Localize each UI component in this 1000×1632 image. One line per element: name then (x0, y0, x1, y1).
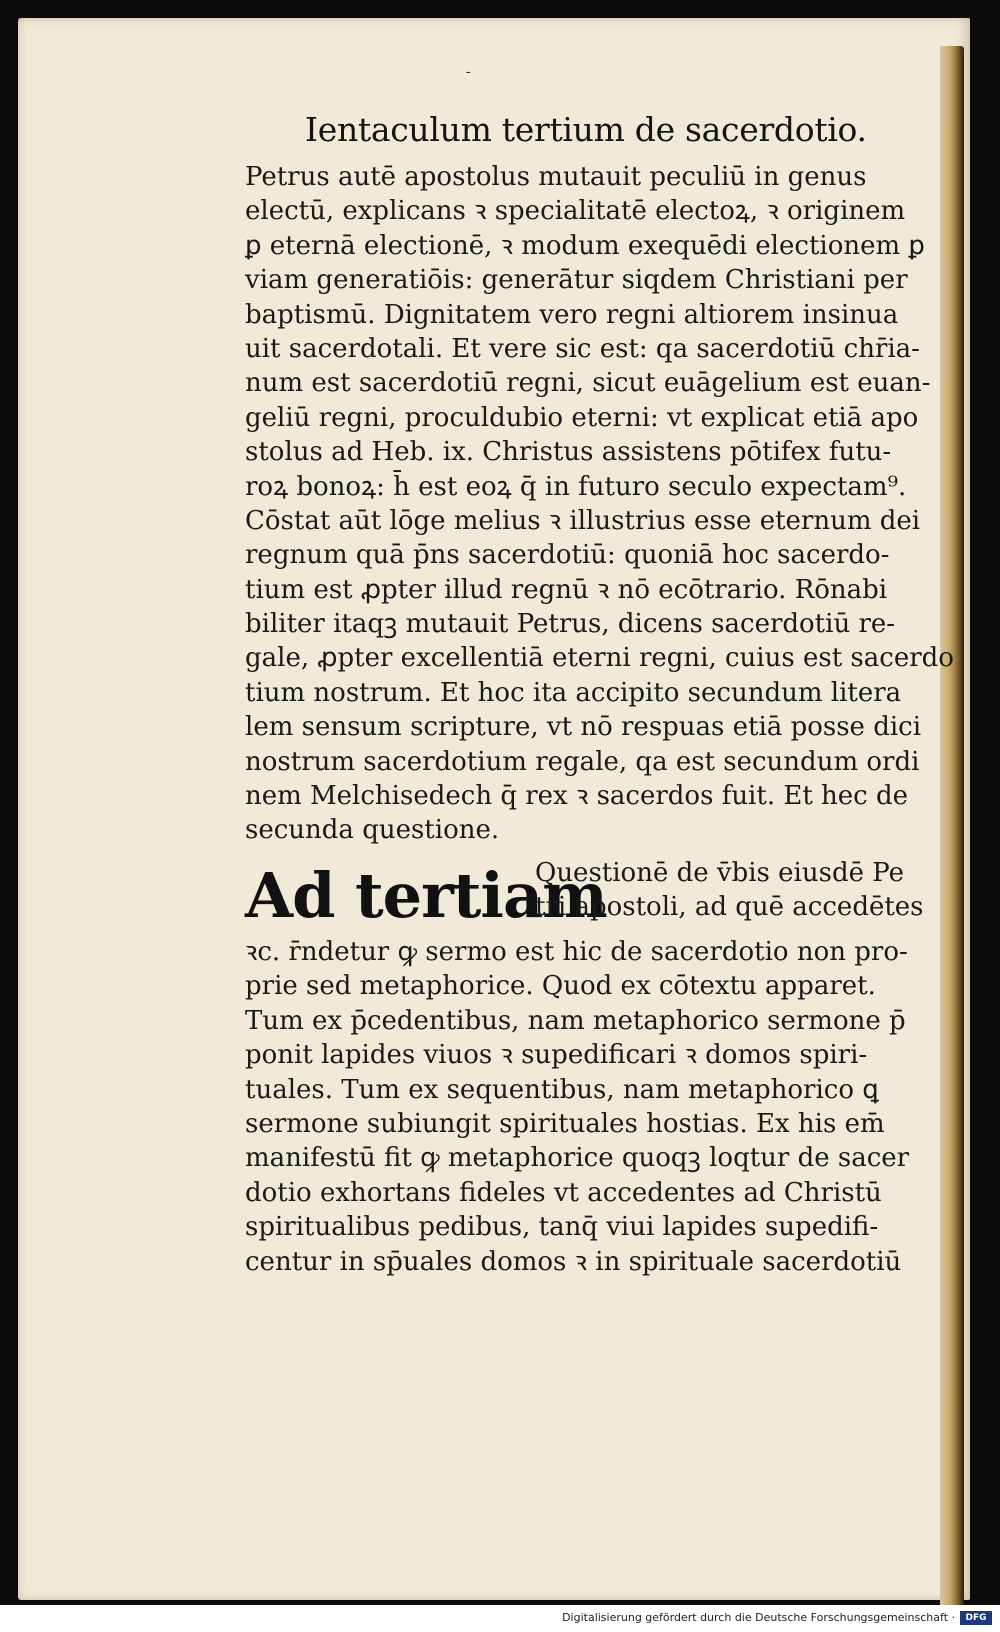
text-line: roꝝ bonoꝝ: h̄ est eoꝝ q̄ in futuro seculo expectam⁹. (245, 471, 907, 502)
text-line: tium nostrum. Et hoc ita accipito secundum litera (245, 677, 902, 708)
text-line: ponit lapides viuos ꝛ supedificari ꝛ domos spiri- (245, 1040, 868, 1071)
text-line: dotio exhortans fideles vt accedentes ad Christū (245, 1177, 882, 1208)
text-line: viam generatiōis: generātur siqdem Christiani per (245, 265, 908, 296)
text-line: ꝑ eternā electionē, ꝛ modum exequēdi electionem ꝑ (245, 230, 925, 261)
decorated-initial-heading: Ad tertiam (245, 859, 607, 932)
text-line: num est sacerdotiū regni, sicut euāgelium est euan- (245, 368, 931, 399)
text-line: tuales. Tum ex sequentibus, nam metaphorico ꝗ (245, 1074, 879, 1105)
text-line: baptismū. Dignitatem vero regni altiorem insinua (245, 299, 899, 330)
text-line: gale, ꝓpter excellentiā eterni regni, cuius est sacerdo (245, 643, 954, 674)
text-line: biliter itaqꝫ mutauit Petrus, dicens sacerdotiū re- (245, 609, 896, 640)
text-line: ꝛc. r̄ndetur ꝙ sermo est hic de sacerdotio non pro- (245, 937, 908, 967)
text-line: stolus ad Heb. ix. Christus assistens pōtifex futu- (245, 437, 892, 468)
text-line: spiritualibus pedibus, tanq̄ viui lapides supedifi- (245, 1212, 879, 1243)
text-line: regnum quā p̄ns sacerdotiū: quoniā hoc sacerdo- (245, 540, 890, 571)
text-line: electū, explicans ꝛ specialitatē electoꝝ, ꝛ originem (245, 196, 906, 227)
text-line: Tum ex p̄cedentibus, nam metaphorico sermone p̄ (245, 1005, 906, 1036)
initial-side-text (535, 856, 960, 925)
text-line: manifestū fit ꝙ metaphorice quoqꝫ loqtur de sacer (245, 1143, 910, 1174)
text-line: prie sed metaphorice. Quod ex cōtextu apparet. (245, 971, 876, 1002)
body-text-block-1 (245, 160, 960, 848)
text-line: nem Melchisedech q̄ rex ꝛ sacerdos fuit. Et hec de (245, 781, 909, 812)
text-line: geliū regni, proculdubio eterni: vt explicat etiā apo (245, 402, 919, 433)
funding-credit: Digitalisierung gefördert durch die Deutsche Forschungsgemeinschaft · (562, 1611, 955, 1624)
body-text-block-2 (245, 935, 960, 1279)
page-heading: Ientaculum tertium de sacerdotio. (305, 110, 867, 149)
text-line: lem sensum scripture, vt nō respuas etiā posse dici (245, 712, 922, 743)
text-line: secunda questione. (245, 815, 500, 846)
text-line: nostrum sacerdotium regale, qa est secundum ordi (245, 746, 920, 777)
text-line: tium est ꝓpter illud regnū ꝛ nō ecōtrario. Rōnabi (245, 574, 888, 605)
text-line: Cōstat aūt lōge melius ꝛ illustrius esse eternum dei (245, 505, 921, 536)
dfg-logo-icon: DFG (960, 1611, 992, 1625)
text-line: Petrus autē apostolus mutauit peculiū in genus (245, 162, 867, 192)
text-line: centur in sp̄uales domos ꝛ in spirituale sacerdotiū (245, 1246, 902, 1277)
text-line: tri apostoli, ad quē accedētes (535, 892, 924, 923)
page-mark: - (466, 64, 471, 80)
text-line: Questionē de v̄bis eiusdē Pe (535, 858, 904, 888)
text-line: sermone subiungit spirituales hostias. Ex his em̄ (245, 1108, 885, 1139)
text-line: uit sacerdotali. Et vere sic est: qa sacerdotiū chr̄ia- (245, 333, 920, 364)
digitization-footer (0, 1605, 1000, 1632)
